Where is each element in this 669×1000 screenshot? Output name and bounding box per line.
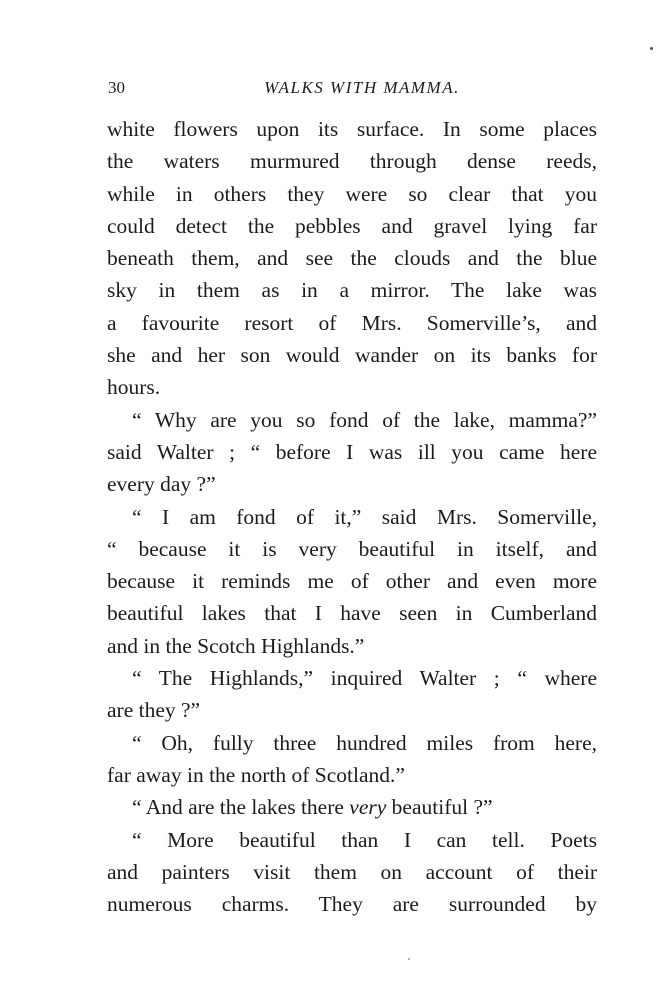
text-line: far away in the north of Scotland.” xyxy=(107,762,405,787)
text-line: beneath them, and see the clouds and the blue xyxy=(107,246,597,271)
paper-speck xyxy=(408,958,410,960)
text-segment: “ And are the lakes there xyxy=(132,795,344,820)
running-head xyxy=(108,76,598,100)
text-line: a favourite resort of Mrs. Somerville’s, and xyxy=(107,310,597,335)
text-line: said Walter ; “ before I was ill you came here xyxy=(107,439,597,464)
text-line: “ I am fond of it,” said Mrs. Somerville, xyxy=(132,504,597,529)
text-line: “ because it is very beautiful in itself, and xyxy=(107,536,597,561)
text-line: every day ?” xyxy=(107,472,216,497)
text-line: beautiful lakes that I have seen in Cumberland xyxy=(107,601,597,626)
text-line: the waters murmured through dense reeds, xyxy=(107,149,597,174)
text-line: “ More beautiful than I can tell. Poets xyxy=(132,827,597,852)
text-line: because it reminds me of other and even more xyxy=(107,569,597,594)
text-line: hours. xyxy=(107,375,161,400)
text-line: “ Why are you so fond of the lake, mamma?” xyxy=(132,407,597,432)
text-line: “ The Highlands,” inquired Walter ; “ where xyxy=(132,666,597,691)
text-line: white flowers upon its surface. In some places xyxy=(107,117,597,141)
text-line: she and her son would wander on its banks for xyxy=(107,343,597,368)
text-line: and in the Scotch Highlands.” xyxy=(107,633,365,658)
paper-speck xyxy=(650,47,653,50)
page-number: 30 xyxy=(108,78,125,97)
text-line: numerous charms. They are surrounded by xyxy=(107,892,597,917)
text-line: are they ?” xyxy=(107,698,201,723)
text-line: sky in them as in a mirror. The lake was xyxy=(107,278,597,303)
text-line: and painters visit them on account of their xyxy=(107,859,597,884)
text-line xyxy=(107,791,597,823)
text-line: “ Oh, fully three hundred miles from here, xyxy=(132,730,597,755)
text-line: while in others they were so clear that you xyxy=(107,181,597,206)
body-text xyxy=(107,113,597,920)
running-title: WALKS WITH MAMMA. xyxy=(264,78,460,97)
emphasized-word: very xyxy=(349,795,387,820)
text-segment: beautiful ?” xyxy=(391,795,493,820)
text-line: could detect the pebbles and gravel lying far xyxy=(107,213,597,238)
